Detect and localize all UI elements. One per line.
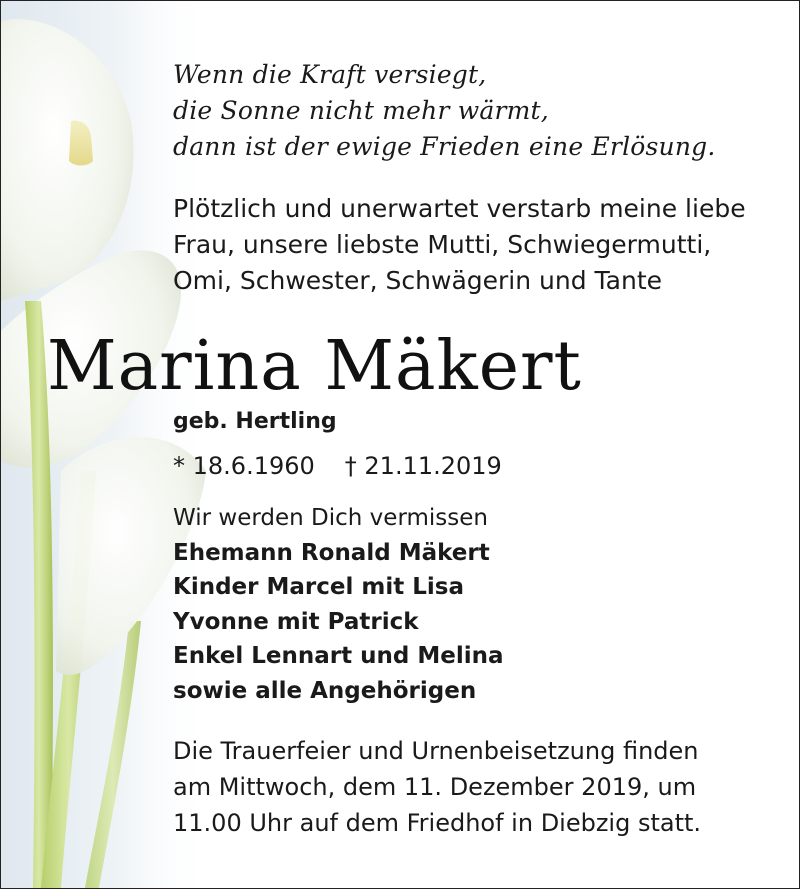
mourner-name: Enkel Lennart und Melina [173,643,504,669]
poem [173,57,716,165]
mourner-name: Ehemann Ronald Mäkert [173,539,490,566]
service-line: 11.00 Uhr auf dem Friedhof in Diebzig statt. [173,809,702,837]
poem-line: dann ist der ewige Frieden eine Erlösung. [173,132,716,161]
mourners-list [173,501,504,708]
intro-line: Omi, Schwester, Schwägerin und Tante [173,266,663,295]
birth-name: geb. Hertling [173,409,337,434]
mourners-heading: Wir werden Dich vermissen [173,505,488,531]
mourner-name: Kinder Marcel mit Lisa [173,574,464,600]
mourner-name: sowie alle Angehörigen [173,677,477,704]
mourner-name: Yvonne mit Patrick [173,608,419,635]
deceased-name: Marina Mäkert [47,327,582,406]
intro-line: Plötzlich und unerwartet verstarb meine liebe [173,194,746,223]
service-line: Die Trauerfeier und Urnenbeisetzung finden [173,737,699,765]
poem-line: die Sonne nicht mehr wärmt, [173,96,549,125]
announcement-intro [173,191,746,299]
poem-line: Wenn die Kraft versiegt, [173,60,487,89]
birth-date: * 18.6.1960 [173,452,315,480]
death-date: † 21.11.2019 [344,452,502,480]
intro-line: Frau, unsere liebste Mutti, Schwiegermutti, [173,230,712,259]
service-details [173,733,701,841]
service-line: am Mittwoch, dem 11. Dezember 2019, um [173,773,697,801]
life-dates [173,449,502,483]
